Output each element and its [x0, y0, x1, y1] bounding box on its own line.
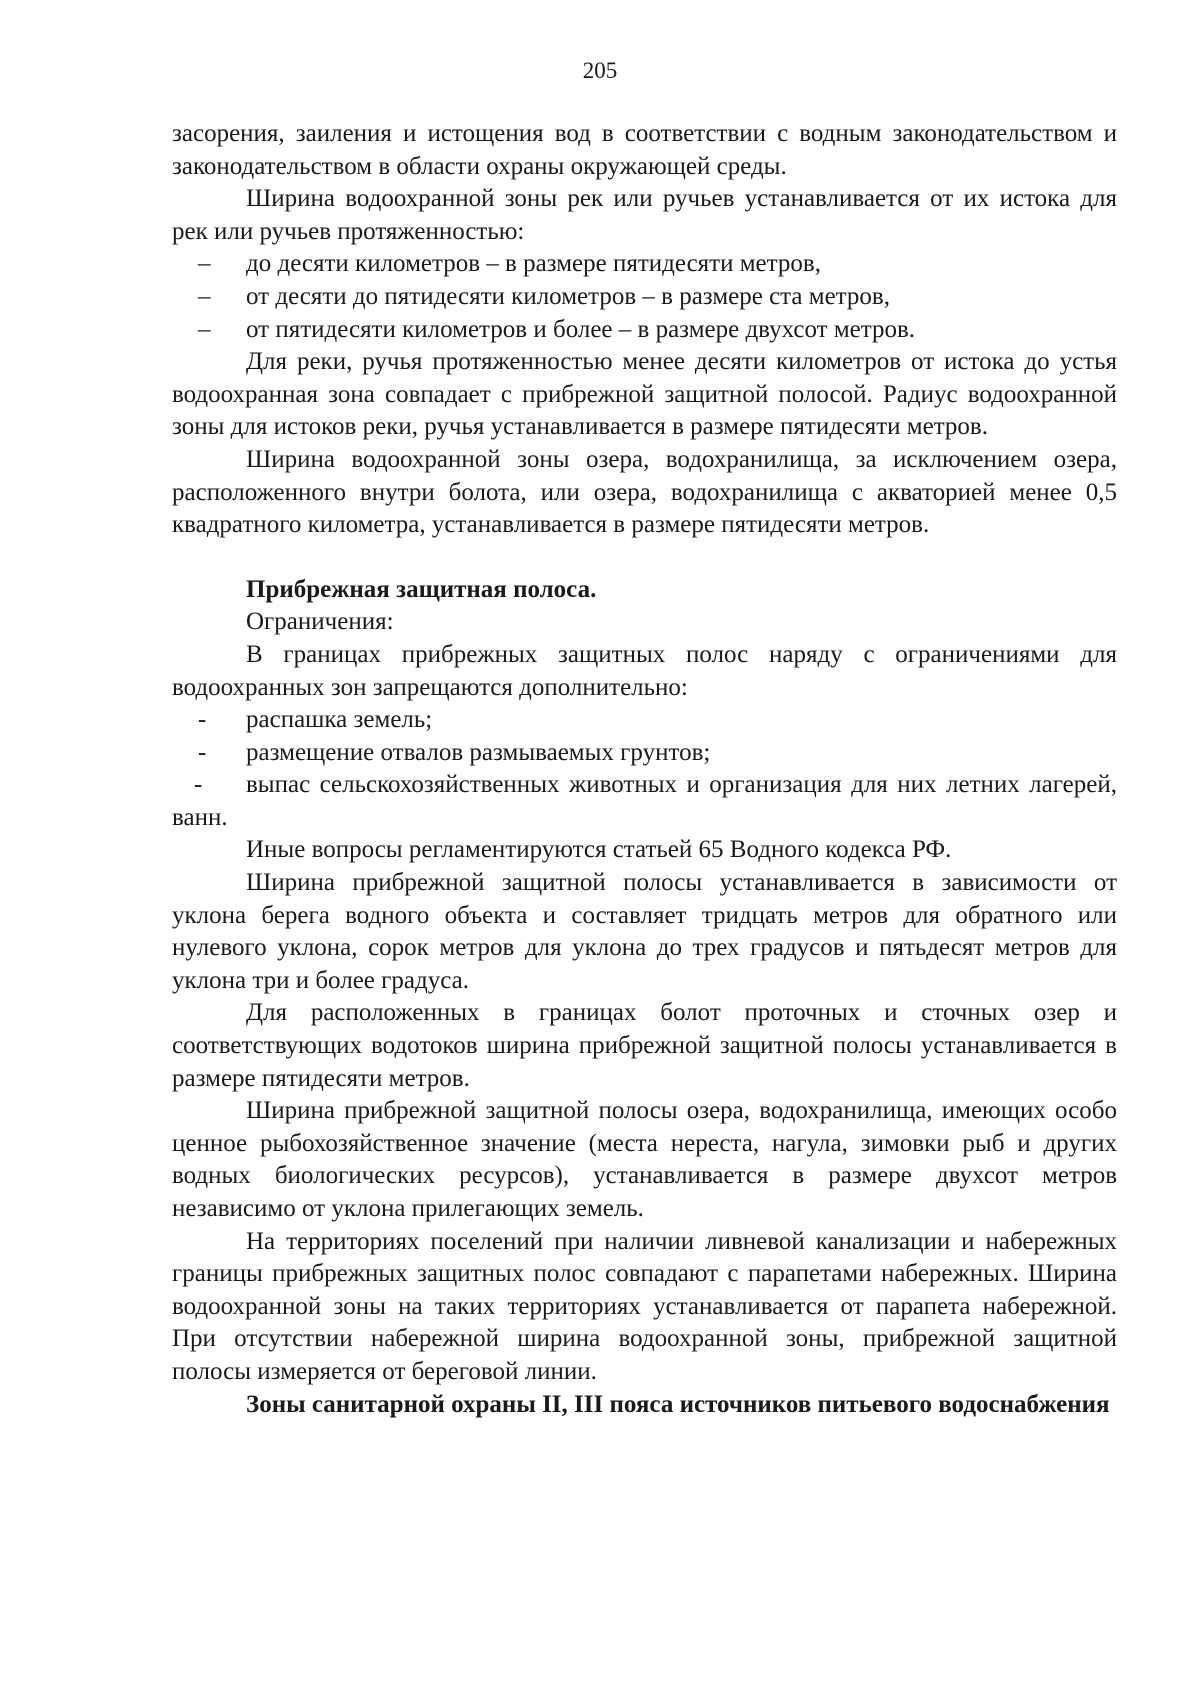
dash-bullet: – — [198, 282, 211, 310]
paragraph: Ширина прибрежной защитной полосы озера, водохранилища, имеющих особо ценное рыбохозяйственное значение (места нереста, нагула, зимовки рыб и других водных биологических ресурсов), устанавливается в размере двухсот метров независимо от уклона прилегающих земель. — [172, 1097, 1117, 1222]
restrictions-label: Ограничения: — [246, 608, 394, 636]
restrictions-list — [172, 704, 1117, 834]
page-number: 205 — [582, 58, 618, 83]
list-item: – до десяти километров – в размере пятидесяти метров, — [172, 248, 1117, 281]
paragraph: засорения, заиления и истощения вод в соответствии с водным законодательством и законодательством в области охраны окружающей среды. — [172, 120, 1117, 180]
dash-bullet: - — [198, 738, 207, 766]
paragraph: Иные вопросы регламентируются статьей 65 Водного кодекса РФ. — [246, 836, 952, 864]
dash-bullet: – — [198, 250, 211, 278]
dash-bullet: – — [198, 315, 211, 343]
paragraph: Для расположенных в границах болот проточных и сточных озер и соответствующих водотоков ширина прибрежной защитной полосы устанавливается в размере пятидесяти метров. — [172, 999, 1117, 1092]
dash-bullet: - — [198, 706, 207, 734]
paragraph: Для реки, ручья протяженностью менее десяти километров от истока до устья водоохранная зона совпадает с прибрежной защитной полосой. Радиус водоохранной зоны для истоков реки, ручья устанавливается в размере пятидесяти метров. — [172, 348, 1117, 441]
list-item: - распашка земель; — [172, 704, 1117, 737]
document-body — [172, 118, 1117, 1421]
paragraph: Ширина водоохранной зоны озера, водохранилища, за исключением озера, расположенного внутри болота, или озера, водохранилища с акваторией менее 0,5 квадратного километра, устанавливается в размере пятидесяти метров. — [172, 445, 1117, 539]
paragraph: На территориях поселений при наличии ливневой канализации и набережных границы прибрежных защитных полос совпадают с парапетами набережных. Ширина водоохранной зоны на таких территориях устанавливается от парапета набережной. При отсутствии набережной ширина водоохранной зоны, прибрежной защитной полосы измеряется от береговой линии. — [172, 1227, 1117, 1385]
list-item: – от пятидесяти километров и более – в размере двухсот метров. — [172, 314, 1117, 347]
paragraph: Ширина прибрежной защитной полосы устанавливается в зависимости от уклона берега водного объекта и составляет тридцать метров для обратного или нулевого уклона, сорок метров для уклона до трех градусов и пятьдесят метров для уклона три и более градуса. — [172, 869, 1117, 994]
list-item: – от десяти до пятидесяти километров – в размере ста метров, — [172, 281, 1117, 314]
river-width-list — [172, 248, 1117, 346]
dash-bullet: - — [194, 771, 203, 799]
final-heading: Зоны санитарной охраны II, III пояса источников питьевого водоснабжения — [246, 1390, 1110, 1418]
paragraph: В границах прибрежных защитных полос наряду с ограничениями для водоохранных зон запрещаются дополнительно: — [172, 640, 1117, 701]
section-heading: Прибрежная защитная полоса. — [246, 575, 597, 603]
list-item: - размещение отвалов размываемых грунтов; — [172, 737, 1117, 770]
paragraph: Ширина водоохранной зоны рек или ручьев устанавливается от их истока для рек или ручьев протяженностью: — [172, 185, 1117, 245]
list-item: - выпас сельскохозяйственных животных и организация для них летних лагерей, ванн. — [172, 771, 1117, 831]
